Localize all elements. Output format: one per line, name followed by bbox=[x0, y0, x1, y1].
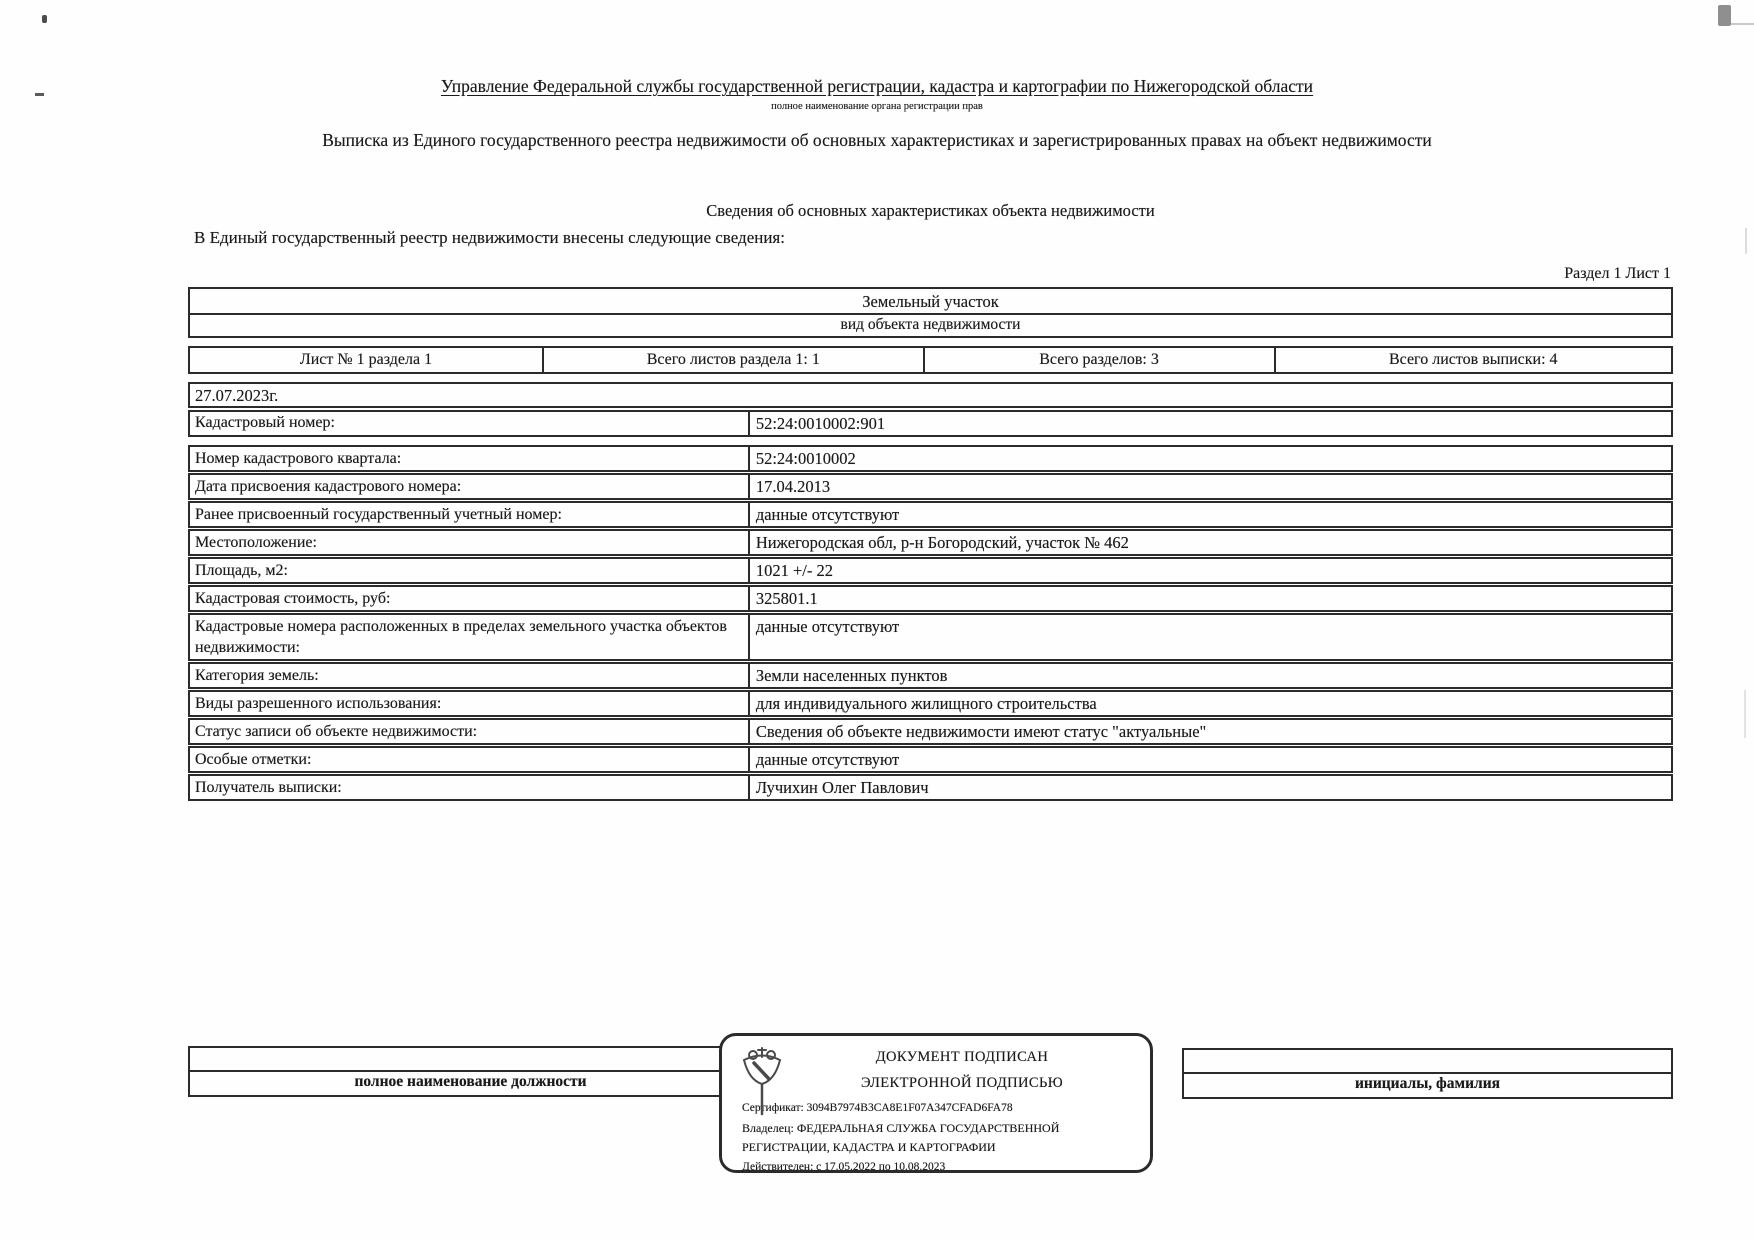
row-value: для индивидуального жилищного строительства bbox=[755, 694, 1097, 713]
row-label: Кадастровая стоимость, руб: bbox=[190, 587, 750, 610]
row-label: Виды разрешенного использования: bbox=[190, 692, 750, 715]
table-row bbox=[188, 690, 1673, 717]
table-row bbox=[188, 473, 1673, 500]
table-row bbox=[188, 529, 1673, 556]
sheet-counter-cell: Лист № 1 раздела 1 bbox=[190, 348, 544, 372]
authority-title: Управление Федеральной службы государственной регистрации, кадастра и картографии по Нижегородской области bbox=[440, 76, 1314, 96]
row-value: 1021 +/- 22 bbox=[755, 561, 833, 580]
signature-name-caption: инициалы, фамилия bbox=[1354, 1075, 1501, 1092]
sheet-counter-cell: Всего листов выписки: 4 bbox=[1388, 351, 1558, 368]
table-row bbox=[188, 585, 1673, 612]
row-value: Нижегородская обл, р-н Богородский, участок № 462 bbox=[755, 533, 1129, 552]
signature-position-field bbox=[190, 1048, 751, 1072]
sheet-counter-cell: Всего листов раздела 1: 1 bbox=[544, 348, 925, 372]
row-value: Земли населенных пунктов bbox=[755, 666, 948, 685]
scan-artifact-line bbox=[1745, 228, 1747, 254]
row-value: 325801.1 bbox=[755, 589, 818, 608]
row-label: Площадь, м2: bbox=[190, 559, 750, 582]
stamp-owner-line2: РЕГИСТРАЦИИ, КАДАСТРА И КАРТОГРАФИИ bbox=[742, 1140, 996, 1154]
object-type-table bbox=[188, 287, 1673, 338]
double-headed-eagle-icon bbox=[740, 1042, 786, 1092]
row-label: Ранее присвоенный государственный учетный номер: bbox=[190, 503, 750, 526]
table-row bbox=[188, 774, 1673, 801]
stamp-title-line1: ДОКУМЕНТ ПОДПИСАН bbox=[875, 1049, 1049, 1065]
details-table bbox=[188, 445, 1673, 801]
table-row bbox=[188, 662, 1673, 689]
row-label: Номер кадастрового квартала: bbox=[190, 447, 750, 470]
stamp-certificate: Сертификат: 3094B7974B3CA8E1F07A347CFAD6FA78 bbox=[742, 1102, 1013, 1114]
row-value: данные отсутствуют bbox=[755, 750, 900, 769]
stamp-title-line2: ЭЛЕКТРОННОЙ ПОДПИСЬЮ bbox=[860, 1075, 1064, 1091]
table-row bbox=[188, 557, 1673, 584]
intro-line: В Единый государственный реестр недвижимости внесены следующие сведения: bbox=[194, 228, 785, 247]
signature-position-caption: полное наименование должности bbox=[354, 1073, 587, 1090]
row-label: Получатель выписки: bbox=[190, 776, 750, 799]
table-row bbox=[188, 746, 1673, 773]
stamp-validity: Действителен: с 17.05.2022 по 10.08.2023 bbox=[742, 1160, 946, 1173]
row-value: Лучихин Олег Павлович bbox=[755, 778, 929, 797]
signature-name-field bbox=[1184, 1050, 1671, 1074]
row-value: 52:24:0010002 bbox=[755, 449, 856, 468]
main-tables bbox=[188, 287, 1673, 802]
extract-date-row: 27.07.2023г. bbox=[188, 382, 1673, 408]
scan-artifact-smudge bbox=[1718, 5, 1731, 26]
cadastral-number-row bbox=[188, 410, 1673, 437]
row-value: данные отсутствуют bbox=[755, 505, 900, 524]
object-type-value: Земельный участок bbox=[190, 289, 1671, 315]
authority-caption: полное наименование органа регистрации прав bbox=[771, 101, 983, 112]
stamp-owner-line1: Владелец: ФЕДЕРАЛЬНАЯ СЛУЖБА ГОСУДАРСТВЕННОЙ bbox=[742, 1120, 1060, 1135]
section-page-label: Раздел 1 Лист 1 bbox=[1564, 265, 1671, 282]
row-label: Статус записи об объекте недвижимости: bbox=[190, 720, 750, 743]
row-label: Местоположение: bbox=[190, 531, 750, 554]
sheet-counter-cell: Всего разделов: 3 bbox=[925, 348, 1276, 372]
table-row bbox=[188, 501, 1673, 528]
scan-artifact-dot bbox=[42, 15, 47, 23]
table-row bbox=[188, 445, 1673, 472]
document-title: Выписка из Единого государственного реестра недвижимости об основных характеристиках и зарегистрированных правах на объект недвижимости bbox=[322, 130, 1432, 150]
row-label: Кадастровые номера расположенных в пределах земельного участка объектов недвижимости: bbox=[190, 615, 750, 659]
row-label: Дата присвоения кадастрового номера: bbox=[190, 475, 750, 498]
row-label: Категория земель: bbox=[190, 664, 750, 687]
row-label: Кадастровый номер: bbox=[190, 412, 750, 435]
row-value: Сведения об объекте недвижимости имеют статус "актуальные" bbox=[755, 722, 1207, 741]
sheet-counters-table bbox=[188, 346, 1673, 374]
row-value: 52:24:0010002:901 bbox=[755, 414, 886, 433]
object-type-caption: вид объекта недвижимости bbox=[840, 316, 1021, 333]
signature-position-table bbox=[188, 1046, 753, 1097]
table-row bbox=[188, 718, 1673, 745]
table-row bbox=[188, 613, 1673, 661]
row-label: Особые отметки: bbox=[190, 748, 750, 771]
signature-name-table bbox=[1182, 1048, 1673, 1099]
row-value: данные отсутствуют bbox=[755, 617, 900, 636]
scan-artifact-line bbox=[1744, 690, 1746, 738]
section-title: Сведения об основных характеристиках объекта недвижимости bbox=[706, 201, 1155, 220]
row-value: 17.04.2013 bbox=[755, 477, 831, 496]
scan-artifact-smudge-tail bbox=[1731, 23, 1754, 25]
digital-signature-stamp bbox=[719, 1033, 1153, 1173]
